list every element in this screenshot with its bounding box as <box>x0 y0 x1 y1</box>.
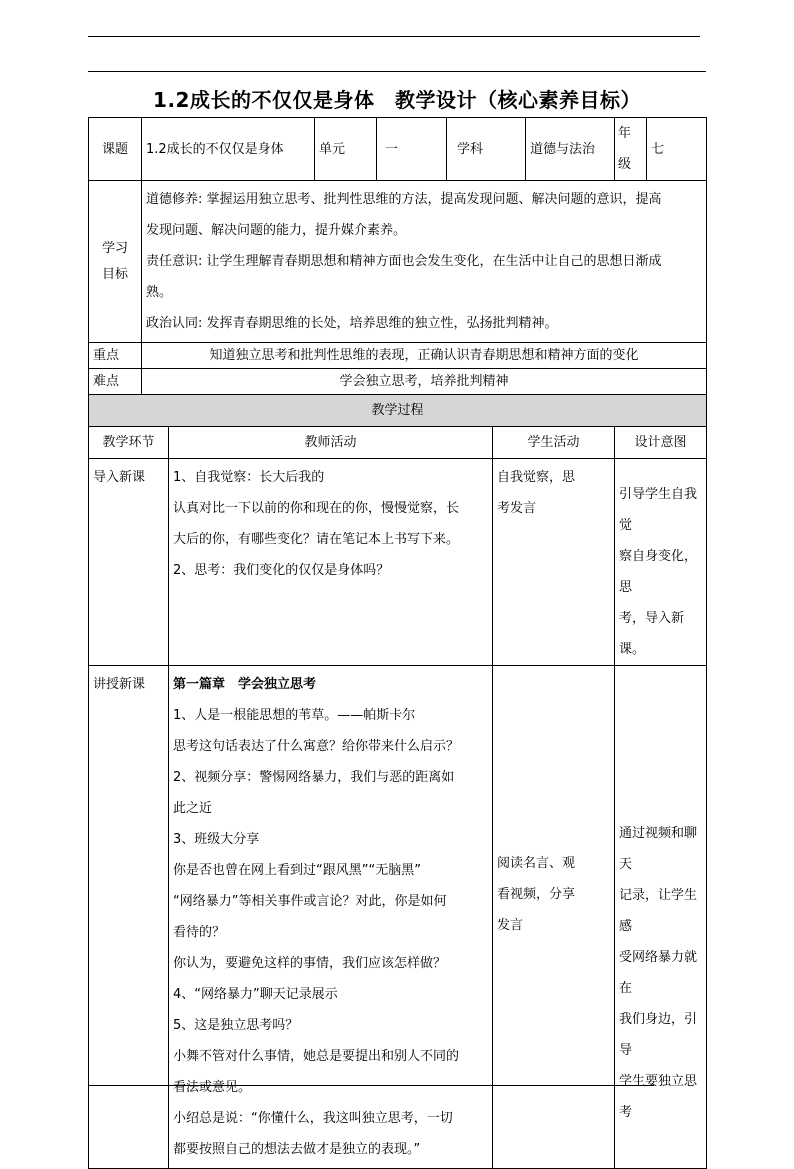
lecture-intent-line: 记录，让学生感 <box>619 888 698 934</box>
lecture-teacher-heading: 第一篇章 学会独立思考 <box>173 677 317 692</box>
goals-label-line2: 目标 <box>101 266 128 282</box>
lecture-teacher-line: 你是否也曾在网上看到过“跟风黑”“无脑黑” <box>173 863 421 878</box>
lecture-student-line: 发言 <box>497 918 524 933</box>
intro-student-line: 考发言 <box>497 501 537 516</box>
intro-intent <box>615 459 707 666</box>
intro-stage: 导入新课 <box>89 459 169 666</box>
unit-label: 单元 <box>315 118 377 181</box>
lecture-student-line: 阅读名言、观 <box>497 856 576 871</box>
goals-content <box>142 181 707 343</box>
lecture-teacher-line: 此之近 <box>173 801 213 816</box>
goals-label-line1: 学习 <box>101 240 128 256</box>
intro-teacher-line: 大后的你，有哪些变化？请在笔记本上书写下来。 <box>173 532 460 547</box>
lecture-teacher-line: 2、视频分享：警惕网络暴力，我们与恶的距离如 <box>173 770 455 785</box>
key-point-row <box>89 343 707 369</box>
lecture-intent-line: 学生要独立思考 <box>619 1074 698 1120</box>
subject-label: 学科 <box>447 118 526 181</box>
intro-intent-line: 察自身变化，思 <box>619 549 698 595</box>
goals-line: 政治认同: 发挥青春期思维的长处，培养思维的独立性，弘扬批判精神。 <box>146 316 558 331</box>
lecture-row <box>89 666 707 1169</box>
lecture-teacher <box>169 666 493 1169</box>
col-student-header: 学生活动 <box>493 427 615 459</box>
course-value: 1.2成长的不仅仅是身体 <box>142 118 315 181</box>
difficulty-text: 学会独立思考，培养批判精神 <box>142 369 707 395</box>
intro-intent-line: 引导学生自我觉 <box>619 487 698 533</box>
lecture-teacher-line: 3、班级大分享 <box>173 832 260 847</box>
column-header-row <box>89 427 707 459</box>
process-header: 教学过程 <box>89 395 707 427</box>
lecture-teacher-line: 1、人是一根能思想的苇草。——帕斯卡尔 <box>173 708 416 723</box>
goals-line: 熟。 <box>146 285 173 300</box>
lecture-student <box>493 666 615 1169</box>
subject-value: 道德与法治 <box>526 118 615 181</box>
lecture-stage: 讲授新课 <box>89 666 169 1169</box>
lecture-teacher-line: 思考这句话表达了什么寓意？给你带来什么启示？ <box>173 739 460 754</box>
footer-rule <box>88 1085 654 1086</box>
intro-student-line: 自我觉察，思 <box>497 470 576 485</box>
goals-line: 道德修养: 掌握运用独立思考、批判性思维的方法，提高发现问题、解决问题的意识，提高 <box>146 192 662 207</box>
intro-row <box>89 459 707 666</box>
col-stage-header: 教学环节 <box>89 427 169 459</box>
intro-student <box>493 459 615 666</box>
info-row <box>89 118 707 181</box>
header-rule-bottom <box>88 71 706 72</box>
course-label: 课题 <box>89 118 142 181</box>
lecture-teacher-line: 都要按照自己的想法去做才是独立的表现。” <box>173 1142 421 1157</box>
lecture-teacher-line: 看法或意见。 <box>173 1080 252 1095</box>
lecture-intent-line: 我们身边，引导 <box>619 1012 698 1058</box>
key-point-label: 重点 <box>89 343 142 369</box>
lecture-teacher-line: “网络暴力”等相关事件或言论？对此，你是如何 <box>173 894 447 909</box>
difficulty-label: 难点 <box>89 369 142 395</box>
lecture-teacher-line: 看待的？ <box>173 925 226 940</box>
lesson-plan-table <box>88 117 707 1169</box>
lecture-intent <box>615 666 707 1169</box>
lecture-student-line: 看视频，分享 <box>497 887 576 902</box>
col-teacher-header: 教师活动 <box>169 427 493 459</box>
lecture-teacher-line: 4、“网络暴力”聊天记录展示 <box>173 987 338 1002</box>
goals-label <box>89 181 142 343</box>
goals-line: 责任意识: 让学生理解青春期思想和精神方面也会发生变化，在生活中让自己的思想日渐成 <box>146 254 662 269</box>
lecture-teacher-line: 5、这是独立思考吗？ <box>173 1018 299 1033</box>
lecture-teacher-line: 小舞不管对什么事情，她总是要提出和别人不同的 <box>173 1049 460 1064</box>
process-header-row <box>89 395 707 427</box>
lecture-teacher-line: 你认为，要避免这样的事情，我们应该怎样做？ <box>173 956 447 971</box>
goals-row <box>89 181 707 343</box>
intro-intent-line: 考，导入新课。 <box>619 611 685 657</box>
lecture-intent-line: 通过视频和聊天 <box>619 826 698 872</box>
grade-label: 年级 <box>615 118 647 181</box>
unit-value: 一 <box>377 118 447 181</box>
grade-value: 七 <box>647 118 707 181</box>
lecture-intent-line: 受网络暴力就在 <box>619 950 698 996</box>
difficulty-row <box>89 369 707 395</box>
intro-teacher <box>169 459 493 666</box>
intro-teacher-line: 认真对比一下以前的你和现在的你，慢慢觉察，长 <box>173 501 460 516</box>
col-intent-header: 设计意图 <box>615 427 707 459</box>
lecture-teacher-line: 小绍总是说：“你懂什么，我这叫独立思考，一切 <box>173 1111 453 1126</box>
header-rule-top <box>88 36 700 37</box>
intro-teacher-line: 1、自我觉察：长大后我的 <box>173 470 325 485</box>
key-point-text: 知道独立思考和批判性思维的表现，正确认识青春期思想和精神方面的变化 <box>142 343 707 369</box>
page-title: 1.2成长的不仅仅是身体 教学设计（核心素养目标） <box>153 88 641 112</box>
intro-teacher-line: 2、思考：我们变化的仅仅是身体吗？ <box>173 563 390 578</box>
goals-line: 发现问题、解决问题的能力，提升媒介素养。 <box>146 223 407 238</box>
